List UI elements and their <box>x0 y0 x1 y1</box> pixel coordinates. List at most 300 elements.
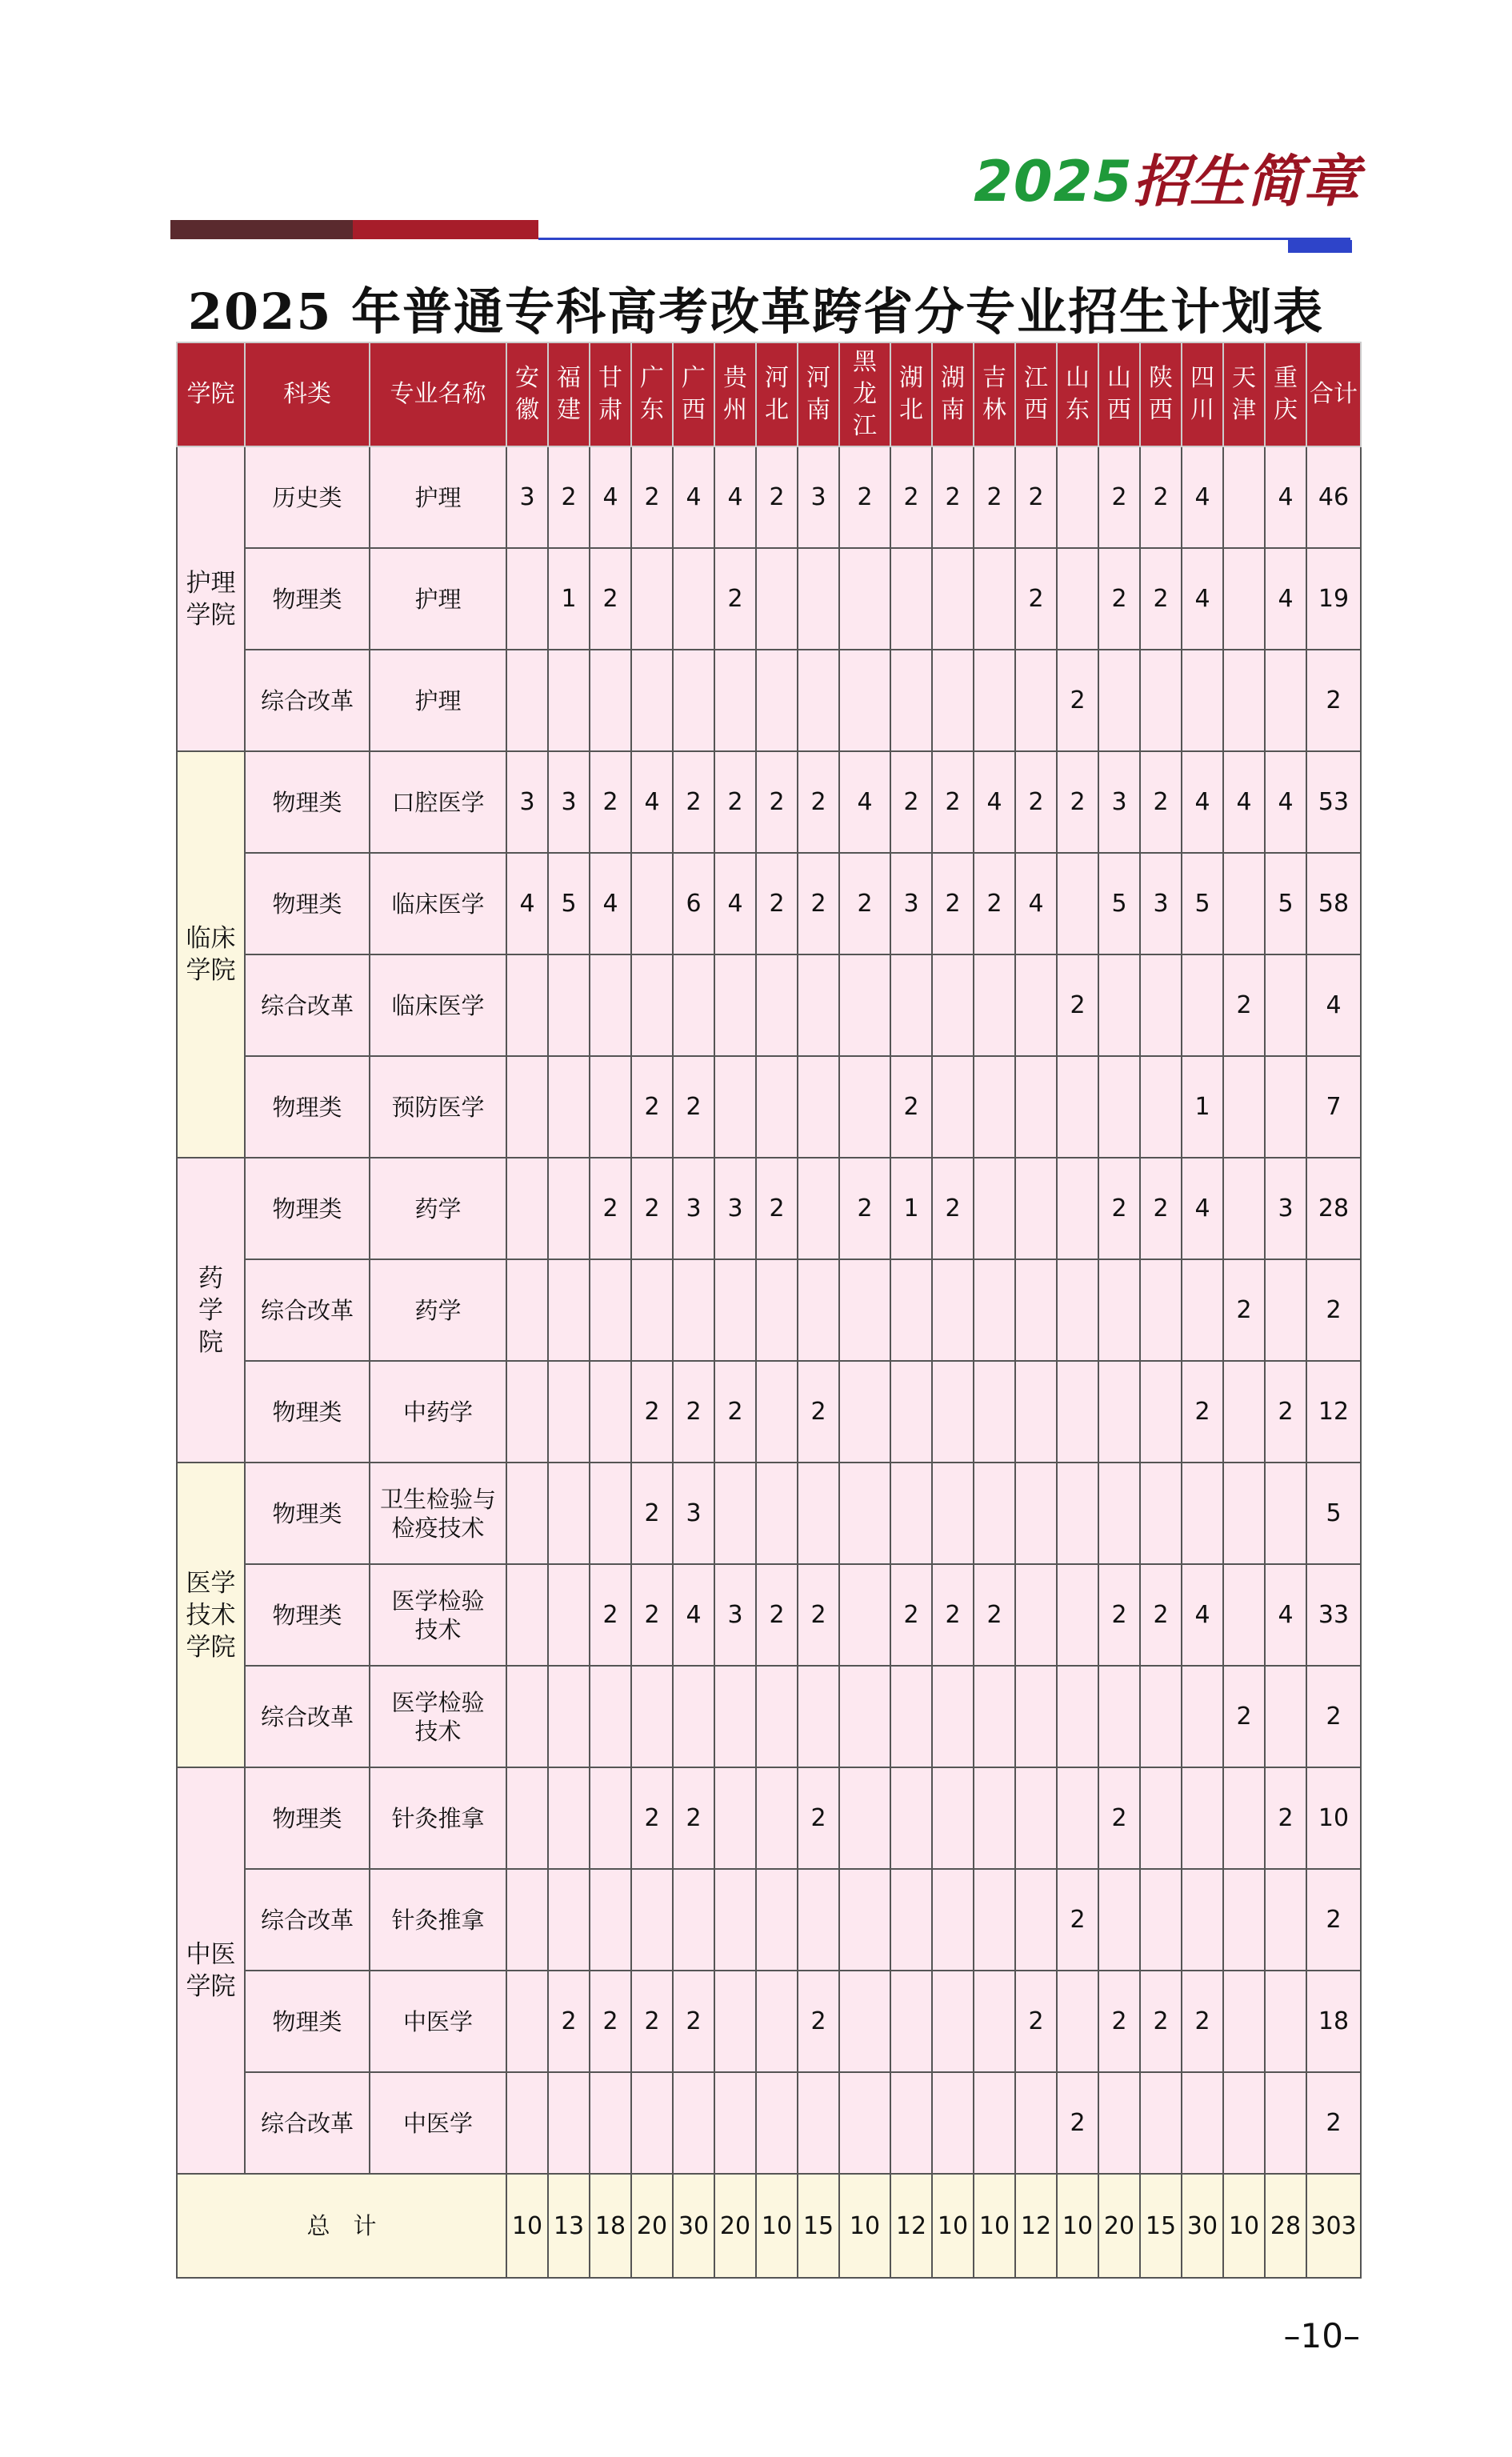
major-cell: 口腔医学 <box>370 751 506 853</box>
table-row <box>177 1056 1361 1158</box>
quota-cell: 3 <box>506 751 548 853</box>
province-total-cell: 18 <box>590 2174 631 2278</box>
major-cell: 医学检验 技术 <box>370 1666 506 1767</box>
quota-cell: 2 <box>798 853 839 954</box>
quota-cell: 2 <box>1098 548 1140 650</box>
header-total: 合计 <box>1306 342 1361 446</box>
quota-cell: 4 <box>839 751 890 853</box>
header-province: 福 建 <box>548 342 590 446</box>
header-province: 天 津 <box>1223 342 1265 446</box>
quota-cell <box>548 1767 590 1869</box>
quota-cell: 2 <box>1223 1666 1265 1767</box>
quota-cell: 2 <box>1140 548 1182 650</box>
header-province: 广 东 <box>631 342 673 446</box>
quota-cell: 2 <box>932 751 974 853</box>
quota-cell <box>714 1666 756 1767</box>
quota-cell <box>548 1056 590 1158</box>
province-total-cell: 20 <box>1098 2174 1140 2278</box>
quota-cell: 3 <box>548 751 590 853</box>
quota-cell: 4 <box>1182 548 1223 650</box>
quota-cell <box>1182 1869 1223 1971</box>
quota-cell: 4 <box>673 1564 714 1666</box>
quota-cell <box>506 1869 548 1971</box>
header-province: 黑 龙 江 <box>839 342 890 446</box>
quota-cell: 4 <box>1223 751 1265 853</box>
quota-cell <box>839 1767 890 1869</box>
quota-cell: 3 <box>673 1158 714 1259</box>
quota-cell <box>673 1869 714 1971</box>
quota-cell <box>798 1869 839 1971</box>
quota-cell <box>548 1463 590 1564</box>
quota-cell: 2 <box>631 1361 673 1463</box>
quota-cell <box>1140 2072 1182 2174</box>
quota-cell <box>1057 1056 1098 1158</box>
quota-cell <box>756 1259 798 1361</box>
quota-cell <box>590 954 631 1056</box>
quota-cell <box>798 2072 839 2174</box>
grand-total-cell: 303 <box>1306 2174 1361 2278</box>
quota-cell <box>590 1361 631 1463</box>
quota-cell <box>548 2072 590 2174</box>
quota-cell: 2 <box>890 1564 932 1666</box>
quota-cell: 2 <box>714 1361 756 1463</box>
row-total-cell: 18 <box>1306 1971 1361 2072</box>
quota-cell <box>839 1971 890 2072</box>
quota-cell: 2 <box>548 1971 590 2072</box>
quota-cell <box>1265 1259 1306 1361</box>
header-bar-dark <box>170 220 353 239</box>
quota-cell <box>839 548 890 650</box>
quota-cell: 2 <box>673 751 714 853</box>
quota-cell: 2 <box>1057 650 1098 751</box>
quota-cell <box>756 1869 798 1971</box>
quota-cell: 2 <box>1015 548 1057 650</box>
row-total-cell: 7 <box>1306 1056 1361 1158</box>
quota-cell <box>1015 2072 1057 2174</box>
row-total-cell: 2 <box>1306 1666 1361 1767</box>
quota-cell <box>548 1564 590 1666</box>
quota-cell: 2 <box>673 1361 714 1463</box>
quota-cell <box>932 1361 974 1463</box>
quota-cell: 2 <box>932 1158 974 1259</box>
quota-cell <box>974 1361 1015 1463</box>
quota-cell: 2 <box>798 1564 839 1666</box>
quota-cell <box>714 2072 756 2174</box>
quota-cell <box>1223 1056 1265 1158</box>
quota-cell <box>974 1158 1015 1259</box>
quota-cell <box>590 1056 631 1158</box>
quota-cell <box>974 1056 1015 1158</box>
quota-cell <box>839 650 890 751</box>
major-cell: 针灸推拿 <box>370 1767 506 1869</box>
page-title: 2025 年普通专科高考改革跨省分专业招生计划表 <box>187 282 1325 341</box>
quota-cell: 2 <box>631 446 673 548</box>
province-total-cell: 20 <box>714 2174 756 2278</box>
quota-cell: 4 <box>1182 1158 1223 1259</box>
province-total-cell: 10 <box>506 2174 548 2278</box>
row-total-cell: 12 <box>1306 1361 1361 1463</box>
quota-cell: 2 <box>798 1361 839 1463</box>
quota-cell: 5 <box>548 853 590 954</box>
table-row <box>177 954 1361 1056</box>
quota-cell: 2 <box>714 548 756 650</box>
quota-cell <box>890 548 932 650</box>
quota-cell <box>714 650 756 751</box>
quota-cell: 4 <box>974 751 1015 853</box>
quota-cell: 2 <box>673 1971 714 2072</box>
quota-cell <box>974 548 1015 650</box>
quota-cell: 2 <box>839 446 890 548</box>
quota-cell <box>798 1259 839 1361</box>
quota-cell <box>890 650 932 751</box>
quota-cell <box>1057 1971 1098 2072</box>
quota-cell <box>932 1869 974 1971</box>
quota-cell <box>1223 1361 1265 1463</box>
quota-cell: 2 <box>590 1971 631 2072</box>
major-cell: 护理 <box>370 446 506 548</box>
quota-cell <box>890 954 932 1056</box>
row-total-cell: 33 <box>1306 1564 1361 1666</box>
quota-cell: 4 <box>506 853 548 954</box>
quota-cell: 2 <box>1182 1971 1223 2072</box>
quota-cell <box>1265 2072 1306 2174</box>
quota-cell <box>506 548 548 650</box>
quota-cell: 2 <box>1015 446 1057 548</box>
quota-cell <box>974 1463 1015 1564</box>
quota-cell <box>673 2072 714 2174</box>
college-name: 药 学 院 <box>177 1158 245 1463</box>
quota-cell <box>890 1463 932 1564</box>
quota-cell <box>1098 1869 1140 1971</box>
quota-cell: 4 <box>1182 751 1223 853</box>
major-cell: 预防医学 <box>370 1056 506 1158</box>
header-province: 山 西 <box>1098 342 1140 446</box>
quota-cell: 2 <box>756 853 798 954</box>
table-row <box>177 1259 1361 1361</box>
quota-cell <box>1140 1259 1182 1361</box>
quota-cell <box>1015 1158 1057 1259</box>
row-total-cell: 19 <box>1306 548 1361 650</box>
quota-cell: 2 <box>590 751 631 853</box>
table-row <box>177 1564 1361 1666</box>
quota-cell: 3 <box>714 1158 756 1259</box>
category-cell: 综合改革 <box>245 2072 370 2174</box>
quota-cell <box>1140 1463 1182 1564</box>
quota-cell <box>756 1361 798 1463</box>
table-row <box>177 1666 1361 1767</box>
quota-cell: 3 <box>798 446 839 548</box>
quota-cell: 2 <box>932 446 974 548</box>
quota-cell <box>631 954 673 1056</box>
header-rule <box>538 238 1350 240</box>
quota-cell <box>673 548 714 650</box>
header-category: 科类 <box>245 342 370 446</box>
quota-cell: 3 <box>1265 1158 1306 1259</box>
quota-cell: 4 <box>1182 1564 1223 1666</box>
quota-cell: 2 <box>548 446 590 548</box>
quota-cell <box>1015 1463 1057 1564</box>
category-cell: 物理类 <box>245 853 370 954</box>
quota-cell <box>890 1666 932 1767</box>
major-cell: 中医学 <box>370 2072 506 2174</box>
row-total-cell: 28 <box>1306 1158 1361 1259</box>
row-total-cell: 58 <box>1306 853 1361 954</box>
header-province: 广 西 <box>673 342 714 446</box>
quota-cell <box>890 1361 932 1463</box>
category-cell: 历史类 <box>245 446 370 548</box>
quota-cell <box>1057 446 1098 548</box>
quota-cell <box>1098 1259 1140 1361</box>
row-total-cell: 10 <box>1306 1767 1361 1869</box>
quota-cell: 2 <box>974 1564 1015 1666</box>
header-province: 江 西 <box>1015 342 1057 446</box>
quota-cell: 2 <box>590 548 631 650</box>
quota-cell <box>506 1259 548 1361</box>
quota-cell <box>974 1767 1015 1869</box>
quota-cell <box>1223 853 1265 954</box>
quota-cell <box>1265 1666 1306 1767</box>
quota-cell <box>798 650 839 751</box>
quota-cell: 2 <box>1265 1361 1306 1463</box>
table-row <box>177 2072 1361 2174</box>
college-name: 中医 学院 <box>177 1767 245 2174</box>
header-province: 重 庆 <box>1265 342 1306 446</box>
quota-cell <box>1015 1666 1057 1767</box>
quota-cell <box>1015 1869 1057 1971</box>
row-total-cell: 2 <box>1306 1869 1361 1971</box>
major-cell: 药学 <box>370 1259 506 1361</box>
quota-cell <box>932 1056 974 1158</box>
quota-cell: 2 <box>798 1971 839 2072</box>
province-total-cell: 15 <box>798 2174 839 2278</box>
college-name: 护理 学院 <box>177 446 245 751</box>
quota-cell <box>932 1259 974 1361</box>
quota-cell: 2 <box>590 1564 631 1666</box>
quota-cell <box>590 1666 631 1767</box>
province-total-cell: 10 <box>932 2174 974 2278</box>
quota-cell: 2 <box>756 1158 798 1259</box>
quota-cell <box>1182 2072 1223 2174</box>
quota-cell: 2 <box>590 1158 631 1259</box>
table-header-row <box>177 342 1361 446</box>
quota-cell <box>974 1666 1015 1767</box>
major-cell: 护理 <box>370 650 506 751</box>
quota-cell <box>1223 1869 1265 1971</box>
province-total-cell: 10 <box>974 2174 1015 2278</box>
grand-total-row <box>177 2174 1361 2278</box>
row-total-cell: 2 <box>1306 650 1361 751</box>
quota-cell <box>590 1259 631 1361</box>
quota-cell: 2 <box>756 1564 798 1666</box>
quota-cell <box>839 1564 890 1666</box>
quota-cell: 2 <box>1057 751 1098 853</box>
quota-cell <box>756 548 798 650</box>
table-row <box>177 650 1361 751</box>
quota-cell <box>1182 1767 1223 1869</box>
quota-cell <box>1057 1564 1098 1666</box>
table-row <box>177 1361 1361 1463</box>
quota-cell: 2 <box>631 1158 673 1259</box>
province-total-cell: 10 <box>839 2174 890 2278</box>
major-cell: 中药学 <box>370 1361 506 1463</box>
quota-cell <box>839 1666 890 1767</box>
quota-cell: 1 <box>1182 1056 1223 1158</box>
brand-text: 招生简章 <box>1133 149 1360 214</box>
quota-cell <box>1015 1259 1057 1361</box>
quota-cell: 2 <box>714 751 756 853</box>
quota-cell <box>756 1463 798 1564</box>
quota-cell <box>839 1463 890 1564</box>
quota-cell: 4 <box>631 751 673 853</box>
table-row <box>177 548 1361 650</box>
quota-cell <box>932 650 974 751</box>
major-cell: 护理 <box>370 548 506 650</box>
quota-cell <box>1223 650 1265 751</box>
quota-cell: 4 <box>590 853 631 954</box>
quota-cell: 2 <box>974 446 1015 548</box>
quota-cell <box>673 1666 714 1767</box>
quota-cell <box>839 1259 890 1361</box>
quota-cell <box>1182 1463 1223 1564</box>
quota-cell <box>590 2072 631 2174</box>
quota-cell <box>631 1259 673 1361</box>
header-province: 湖 北 <box>890 342 932 446</box>
quota-cell: 2 <box>1140 1971 1182 2072</box>
quota-cell: 2 <box>631 1056 673 1158</box>
quota-cell <box>890 1259 932 1361</box>
province-total-cell: 30 <box>673 2174 714 2278</box>
quota-cell: 2 <box>631 1767 673 1869</box>
quota-cell <box>631 1869 673 1971</box>
quota-cell <box>1265 1869 1306 1971</box>
quota-cell <box>506 2072 548 2174</box>
province-total-cell: 10 <box>1223 2174 1265 2278</box>
quota-cell <box>974 1259 1015 1361</box>
table-row <box>177 1767 1361 1869</box>
quota-cell: 3 <box>890 853 932 954</box>
quota-cell <box>1223 1971 1265 2072</box>
quota-cell: 2 <box>1140 1564 1182 1666</box>
quota-cell <box>1265 650 1306 751</box>
quota-cell <box>1140 954 1182 1056</box>
quota-cell <box>1015 650 1057 751</box>
quota-cell <box>548 954 590 1056</box>
quota-cell <box>932 1767 974 1869</box>
province-total-cell: 30 <box>1182 2174 1223 2278</box>
quota-cell <box>1140 1361 1182 1463</box>
quota-cell: 2 <box>1057 954 1098 1056</box>
table-row <box>177 1971 1361 2072</box>
province-total-cell: 12 <box>1015 2174 1057 2278</box>
quota-cell <box>1182 1259 1223 1361</box>
province-total-cell: 12 <box>890 2174 932 2278</box>
quota-cell <box>548 1869 590 1971</box>
quota-cell <box>506 1158 548 1259</box>
quota-cell: 4 <box>1015 853 1057 954</box>
quota-cell <box>839 1869 890 1971</box>
quota-cell <box>1057 1158 1098 1259</box>
quota-cell <box>1265 1056 1306 1158</box>
quota-cell: 1 <box>890 1158 932 1259</box>
header-college: 学院 <box>177 342 245 446</box>
quota-cell <box>756 2072 798 2174</box>
major-cell: 针灸推拿 <box>370 1869 506 1971</box>
quota-cell <box>1015 1056 1057 1158</box>
table-row <box>177 1869 1361 1971</box>
page-number: –10– <box>1283 2316 1360 2355</box>
quota-cell: 4 <box>1265 548 1306 650</box>
quota-cell <box>590 1463 631 1564</box>
quota-cell <box>1223 1564 1265 1666</box>
quota-cell <box>1140 1869 1182 1971</box>
quota-cell: 2 <box>1015 1971 1057 2072</box>
category-cell: 综合改革 <box>245 650 370 751</box>
quota-cell <box>1015 1767 1057 1869</box>
quota-cell <box>1265 954 1306 1056</box>
major-cell: 临床医学 <box>370 954 506 1056</box>
quota-cell <box>839 1361 890 1463</box>
quota-cell: 2 <box>673 1767 714 1869</box>
quota-cell: 2 <box>1140 446 1182 548</box>
table-body <box>177 446 1361 2278</box>
quota-cell <box>548 1158 590 1259</box>
quota-cell <box>798 548 839 650</box>
quota-cell <box>974 650 1015 751</box>
quota-cell <box>839 954 890 1056</box>
quota-cell <box>1223 1463 1265 1564</box>
quota-cell <box>1182 954 1223 1056</box>
header-province: 甘 肃 <box>590 342 631 446</box>
quota-cell: 5 <box>1265 853 1306 954</box>
enrollment-plan-table <box>176 342 1362 2279</box>
quota-cell: 2 <box>1223 1259 1265 1361</box>
row-total-cell: 53 <box>1306 751 1361 853</box>
quota-cell: 2 <box>631 1564 673 1666</box>
quota-cell <box>1140 650 1182 751</box>
quota-cell <box>1057 853 1098 954</box>
quota-cell <box>673 650 714 751</box>
province-total-cell: 13 <box>548 2174 590 2278</box>
quota-cell: 3 <box>714 1564 756 1666</box>
quota-cell <box>506 1056 548 1158</box>
quota-cell <box>974 1869 1015 1971</box>
table-row <box>177 751 1361 853</box>
quota-cell <box>1098 2072 1140 2174</box>
quota-cell <box>506 1361 548 1463</box>
quota-cell <box>839 1056 890 1158</box>
quota-cell: 2 <box>932 1564 974 1666</box>
quota-cell <box>1223 548 1265 650</box>
category-cell: 物理类 <box>245 1158 370 1259</box>
quota-cell: 2 <box>631 1463 673 1564</box>
category-cell: 综合改革 <box>245 954 370 1056</box>
quota-cell <box>1223 2072 1265 2174</box>
quota-cell: 2 <box>1098 1971 1140 2072</box>
quota-cell <box>506 1767 548 1869</box>
quota-cell <box>1098 1056 1140 1158</box>
quota-cell <box>714 1971 756 2072</box>
quota-cell <box>631 853 673 954</box>
quota-cell <box>798 1158 839 1259</box>
category-cell: 物理类 <box>245 1056 370 1158</box>
header-province: 四 川 <box>1182 342 1223 446</box>
quota-cell <box>1098 1361 1140 1463</box>
quota-cell <box>714 1869 756 1971</box>
quota-cell <box>756 954 798 1056</box>
quota-cell <box>714 1259 756 1361</box>
quota-cell <box>974 1971 1015 2072</box>
quota-cell <box>890 1869 932 1971</box>
